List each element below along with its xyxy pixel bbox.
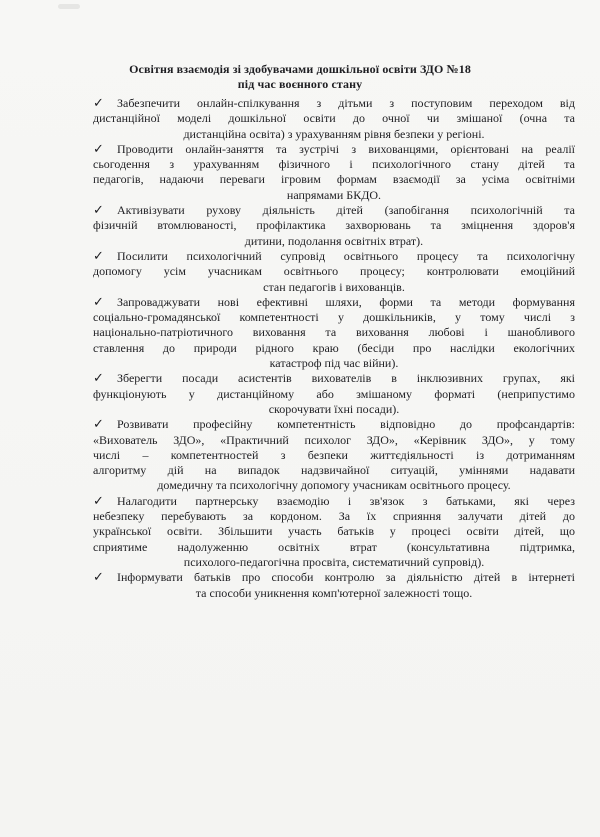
list-item-line: Зберегти посади асистентів вихователів в інклюзивних групах, які	[117, 371, 575, 386]
list-item-line: стан педагогів і вихованців.	[263, 279, 405, 294]
checkmark-icon: ✓	[93, 417, 104, 433]
list-item-line: числі – компетентностей з безпеки життєдіяльності із дотриманням	[93, 447, 575, 462]
list-item-line: сприятиме надолуженню освітніх втрат (консультативна підтримка,	[93, 539, 575, 554]
checkmark-icon: ✓	[93, 141, 104, 157]
checkmark-icon: ✓	[93, 570, 104, 586]
list-item-line: Забезпечити онлайн-спілкування з дітьми з поступовим переходом від	[117, 96, 575, 110]
list-item-line: небезпеку перебувають за кордоном. За їх сприяння залучати дітей до	[93, 509, 575, 524]
list-item-line: Активізувати рухову діяльність дітей (запобігання психологічній та	[117, 203, 575, 218]
list-item-line: алгоритму дій на випадок надзвичайної ситуацій, уміннями надавати	[93, 463, 575, 478]
checkmark-icon: ✓	[93, 493, 104, 509]
list-item-line: Запроваджувати нові ефективні шляхи, форми та методи формування	[117, 294, 575, 309]
checkmark-icon: ✓	[93, 203, 104, 219]
scan-mark	[58, 4, 80, 9]
document-title-line-2: під час воєнного стану	[237, 77, 363, 91]
list-item-line: соціально-громадянської компетентності у дошкільників, у тому числі з	[93, 310, 575, 325]
list-item-line: сьогодення з урахуванням фізичного і психологічного стану дітей та	[93, 157, 575, 172]
document-header	[0, 62, 600, 92]
checkmark-icon: ✓	[93, 371, 104, 387]
list-item-line: психолого-педагогічна просвіта, систематичний супровід).	[183, 554, 485, 569]
list-item-line: скорочувати їхні посади).	[268, 401, 400, 416]
list-item-line: Проводити онлайн-заняття та зустрічі з вихованцями, орієнтовані на реалії	[117, 141, 575, 156]
list-item	[93, 142, 575, 203]
list-item-line: фізичній втомлюваності, профілактика захворювань та зміцнення здоров'я	[93, 218, 575, 233]
checkmark-icon: ✓	[93, 294, 104, 310]
list-item-line: дитини, подолання освітніх втрат).	[244, 233, 424, 248]
list-item-line: катастроф під час війни).	[269, 356, 399, 371]
list-item	[93, 203, 575, 249]
list-item-line: «Вихователь ЗДО», «Практичний психолог ЗДО», «Керівник ЗДО», у тому	[93, 432, 575, 447]
list-item-line: Інформувати батьків про способи контролю за діяльністю дітей в інтернеті	[117, 570, 575, 585]
list-item-line: Розвивати професійну компетентність відповідно до профсандартів:	[117, 417, 575, 432]
recommendation-list	[93, 96, 575, 601]
list-item-line: Налагодити партнерську взаємодію і зв'язок з батьками, які через	[117, 493, 575, 508]
list-item-line: дистанційної моделі дошкільної освіти до очної чи змішаної (очна та	[93, 111, 575, 126]
list-item-line: дистанційна освіта) з урахуванням рівня безпеки у регіоні.	[183, 126, 485, 141]
checkmark-icon: ✓	[93, 96, 104, 111]
list-item-line: функціонують у дистанційному або змішаному форматі (неприпустимо	[93, 386, 575, 401]
list-item-line: домедичну та психологічну допомогу учасникам освітнього процесу.	[157, 478, 511, 493]
list-item-line: допомогу усім учасникам освітнього процесу; контролювати емоційний	[93, 264, 575, 279]
checkmark-icon: ✓	[93, 248, 104, 264]
list-item-line: національно-патріотичного виховання та виховання любові і шанобливого	[93, 325, 575, 340]
list-item	[93, 249, 575, 295]
list-item-line: Посилити психологічний супровід освітнього процесу та психологічну	[117, 248, 575, 263]
list-item	[93, 570, 575, 601]
list-item-line: ставлення до природи рідного краю (бесіди про наслідки екологічних	[93, 340, 575, 355]
list-item-line: напрямами БКДО.	[286, 187, 382, 202]
list-item-line: та способи уникнення комп'ютерної залежності тощо.	[195, 585, 473, 600]
list-item-line: педагогів, надаючи переваги ігровим формам взаємодії за усіма освітніми	[93, 172, 575, 187]
list-item	[93, 295, 575, 371]
document-title-line-1: Освітня взаємодія зі здобувачами дошкільної освіти ЗДО №18	[129, 62, 471, 76]
list-item-line: української освіти. Збільшити участь батьків у процесі освіти дітей, що	[93, 524, 575, 539]
list-item	[93, 417, 575, 493]
list-item	[93, 96, 575, 142]
list-item	[93, 494, 575, 570]
list-item	[93, 371, 575, 417]
